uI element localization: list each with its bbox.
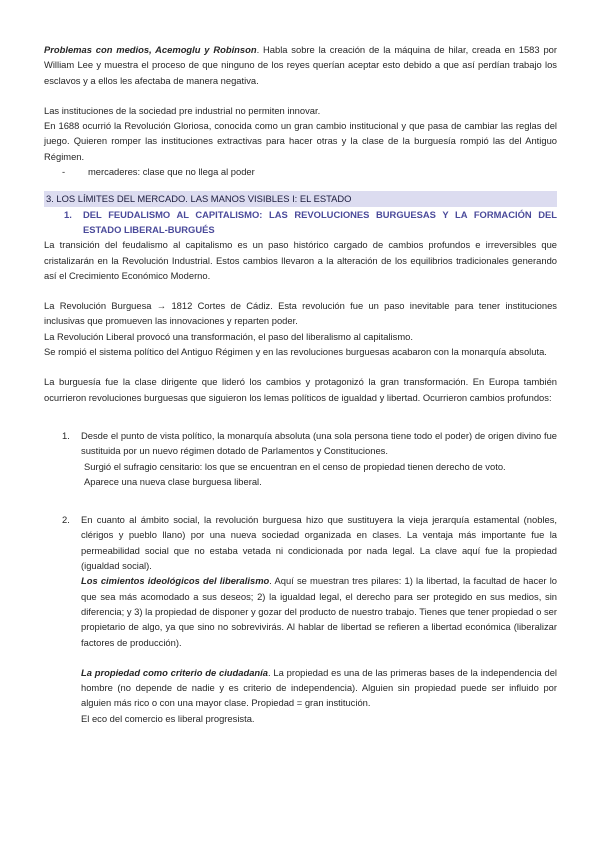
bullet-text: mercaderes: clase que no llega al poder — [88, 166, 255, 178]
subheading-text: DEL FEUDALISMO AL CAPITALISMO: LAS REVOLUCIONES BURGUESAS Y LA FORMACIÓN DEL ESTADO LIBERAL-BURGUÉS — [83, 208, 557, 235]
list-number: 2. — [62, 514, 70, 526]
list-item-politico — [62, 428, 557, 459]
paragraph-instituciones: Las instituciones de la sociedad pre industrial no permiten innovar. — [44, 104, 321, 116]
paragraph-burguesia: La burguesía fue la clase dirigente que lideró los cambios y protagonizó la gran transformación. En Europa también ocurrieron revoluciones burguesas que siguieron los lemas políticos de igualdad y libertad. Ocurrieron cambios profundos: — [44, 376, 557, 403]
paragraph-antiguo-regimen: Se rompió el sistema político del Antiguo Régimen y en las revoluciones burguesas acabaron con la monarquía absoluta. — [44, 346, 547, 358]
bullet-item — [62, 164, 557, 179]
bullet-dash: - — [62, 166, 66, 178]
paragraph-eco: El eco del comercio es liberal progresista. — [81, 712, 255, 724]
cimientos-text: . Aquí se muestran tres pilares: 1) la libertad, la facultad de hacer lo que sea más acomodado a sus deseos; 2) la igualdad legal, el derecho para ser protegido en sus medios, sin diferencia; y 3) la propiedad de disponer y gozar del producto de nuestro trabajo. Tienes que tener propiedad o ser propietario de algo, ya que sino no sobrevivirás. Al hablar de libertad se refieren a libertad económica (liberalizar factores de producción). — [81, 575, 558, 648]
list-item-text: Desde el punto de vista político, la monarquía absoluta (una sola persona tiene todo el poder) de origen divino fue sustituida por un nuevo régimen dotado de Parlamentos y Constituciones. — [81, 429, 557, 457]
section-heading: 3. LOS LÍMITES DEL MERCADO. LAS MANOS VISIBLES I: EL ESTADO — [44, 191, 557, 206]
paragraph-revolucion-liberal: La Revolución Liberal provocó una transformación, el paso del liberalismo al capitalismo. — [44, 330, 413, 342]
list-item-social — [62, 512, 557, 726]
paragraph-cimientos — [81, 573, 557, 649]
propiedad-text: . La propiedad es una de las primeras bases de la independencia del hombre (no depende de nadie y es criterio de independencia). Alguien sin propiedad puede ser influido por alguien más rico o con una mayor clase. Propiedad = gran institución. — [81, 666, 557, 709]
document-body — [44, 42, 557, 726]
book-title: Problemas con medios, Acemoglu y Robinson — [44, 44, 257, 55]
list-number: 1. — [62, 429, 70, 441]
subheading — [64, 207, 557, 238]
paragraph-revolucion-burguesa: La Revolución Burguesa → 1812 Cortes de Cádiz. Esta revolución fue un paso inevitable para tener instituciones inclusivas que promueven las innovaciones y reparten poder. — [44, 300, 557, 327]
paragraph-transicion: La transición del feudalismo al capitalismo es un paso histórico cargado de cambios profundos e irreversibles que cristalizarán en la Revolución Industrial. Estos cambios llevaron a la alteración de los equilibrios tradicionales generando así el Crecimiento Económico Moderno. — [44, 239, 557, 281]
list-item-text: En cuanto al ámbito social, la revolución burguesa hizo que sustituyera la vieja jerarquía estamental (nobles, clérigos y pueblo llano) por una nueva sociedad organizada en clases. La ventaja más importante fue la permeabilidad social que no estaba vetada ni condicionada por nada legal. La clave aquí fue la propiedad (igualdad social). — [81, 514, 557, 572]
propiedad-title: La propiedad como criterio de ciudadanía — [81, 666, 268, 678]
paragraph-propiedad — [81, 665, 557, 711]
sufragio-line: Surgió el sufragio censitario: los que se encuentran en el censo de propiedad tienen derecho de voto. — [84, 460, 506, 472]
clase-burguesa-line: Aparece una nueva clase burguesa liberal. — [84, 475, 262, 487]
subheading-number: 1. — [64, 208, 72, 220]
paragraph-revolucion-gloriosa: En 1688 ocurrió la Revolución Gloriosa, conocida como un gran cambio institucional y que pasa de cambiar las reglas del juego. Quieren romper las instituciones extractivas para hacer otras y la clase de la burguesía rompió las del Antiguo Régimen. — [44, 120, 557, 162]
paragraph-text: . Habla sobre la creación de la máquina de hilar, creada en 1583 por William Lee y muestra el proceso de que ninguno de los reyes querían aceptar esto debido a que así perdían trabajo los esclavos y a ellos les afectaba de manera negativa. — [44, 44, 557, 86]
paragraph-acemoglu — [44, 42, 557, 88]
cimientos-title: Los cimientos ideológicos del liberalismo — [81, 575, 270, 587]
